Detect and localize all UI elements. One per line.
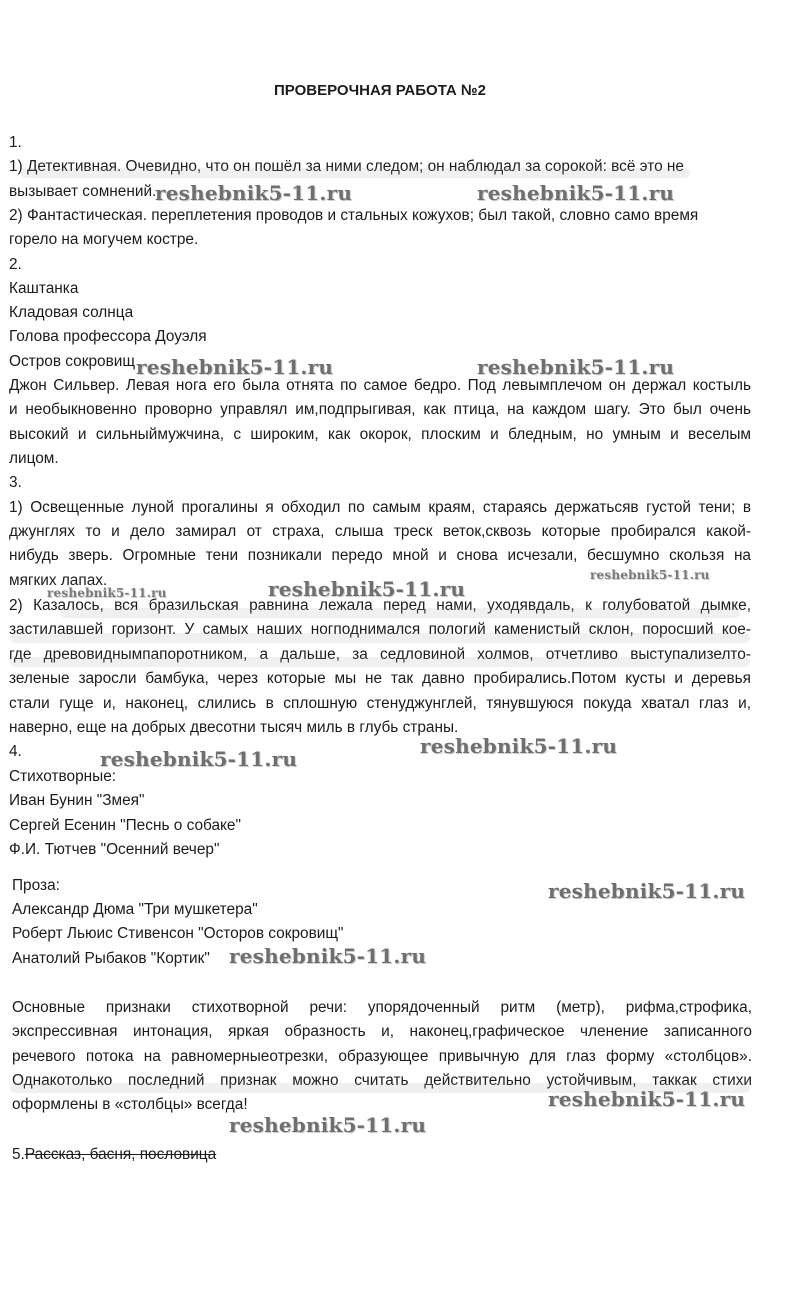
watermark: reshebnik5-11.ru: [477, 355, 675, 379]
section-1-number: 1.: [9, 134, 22, 151]
section-1-line-4: горело на могучем костре.: [9, 231, 199, 248]
poetry-item-3: Ф.И. Тютчев "Осенний вечер": [9, 841, 220, 858]
watermark: reshebnik5-11.ru: [47, 586, 167, 600]
watermark: reshebnik5-11.ru: [155, 181, 353, 205]
prose-heading: Проза:: [12, 877, 60, 894]
verse-features-line-1: Основные признаки стихотворной речи: упорядоченный ритм (метр), рифма,строфика,: [12, 999, 752, 1016]
watermark: reshebnik5-11.ru: [548, 1087, 746, 1111]
section-3-b-line-2: застилавшей горизонт. У самых наших ногподнимался пологий каменистый склон, поросший кое-: [9, 621, 751, 638]
section-2-para-line-4: лицом.: [9, 450, 59, 467]
verse-features-line-2: экспрессивная интонация, яркая образность и, наконец,графическое членение записанного: [12, 1023, 752, 1040]
watermark: reshebnik5-11.ru: [229, 944, 427, 968]
watermark: reshebnik5-11.ru: [136, 355, 334, 379]
watermark: reshebnik5-11.ru: [229, 1113, 427, 1137]
scan-smudge: [10, 633, 750, 643]
watermark: reshebnik5-11.ru: [420, 734, 618, 758]
section-3-a-line-2: джунглях то и дело замирал от страха, слыша треск веток,сквозь которые пробирался какой-: [9, 523, 751, 540]
section-3-b-line-6: наверно, еще на добрых двесотни тысяч миль в глубь страны.: [9, 719, 459, 736]
section-1-line-2: вызывает сомнений.: [9, 183, 157, 200]
scan-smudge: [60, 608, 740, 618]
watermark: reshebnik5-11.ru: [548, 879, 746, 903]
section-5-number: 5.: [12, 1146, 25, 1163]
verse-features-line-4: Однакотолько последний признак можно считать действительно устойчивым, таккак стихи: [12, 1072, 752, 1089]
section-3-number: 3.: [9, 474, 22, 491]
section-3-b-line-4: зеленые заросли бамбука, через которые мы не так давно пробирались.Потом кусты и деревья: [9, 670, 751, 687]
section-2-para-line-2: и необыкновенно проворно управлял им,подпрыгивая, как птица, на каждом шагу. Это был очень: [9, 401, 751, 418]
poetry-item-1: Иван Бунин "Змея": [9, 792, 145, 809]
section-5-text: Рассказ, басня, пословица: [24, 1146, 217, 1163]
watermark: reshebnik5-11.ru: [100, 747, 298, 771]
prose-item-3: Анатолий Рыбаков "Кортик": [12, 950, 210, 967]
scan-smudge: [10, 657, 750, 667]
scan-smudge: [20, 168, 690, 178]
section-2-para-line-3: высокий и сильныймужчина, с широким, как окорок, плоским и бледным, но умным и веселым: [9, 426, 751, 443]
section-2-para-line-1: Джон Сильвер. Левая нога его была отнята по самое бедро. Под левымплечом он держал костыль: [9, 377, 751, 394]
section-3-a-line-4: мягких лапах.: [9, 572, 108, 589]
verse-features-line-5: оформлены в «столбцы» всегда!: [12, 1096, 248, 1113]
book-title-1: Каштанка: [9, 280, 79, 297]
prose-item-1: Александр Дюма "Три мушкетера": [12, 901, 258, 918]
scan-smudge: [10, 1083, 750, 1093]
watermark: reshebnik5-11.ru: [477, 181, 675, 205]
page-title: ПРОВЕРОЧНАЯ РАБОТА №2: [274, 82, 486, 99]
section-3-b-line-5: стали гуще и, наконец, слились в сплошную стенуджунглей, тянувшуюся покуда хватал глаз и,: [9, 695, 751, 712]
section-3-b-line-3: где древовиднымпапоротником, а дальше, за седловиной холмов, отчетливо выступализелто-: [9, 646, 751, 663]
poetry-heading: Стихотворные:: [9, 768, 117, 785]
section-3-b-line-1: 2) Казалось, вся бразильская равнина лежала перед нами, уходявдаль, к голубоватой дымке,: [9, 597, 751, 614]
section-5: [12, 1145, 216, 1165]
section-3-a-line-1: 1) Освещенные луной прогалины я обходил по самым краям, стараясь держатьсяв густой тени; в: [9, 499, 751, 516]
book-title-2: Кладовая солнца: [9, 304, 134, 321]
verse-features-line-3: речевого потока на равномерныеотрезки, образующее привычную для глаз форму «столбцов».: [12, 1048, 752, 1065]
section-3-a-line-3: нибудь зверь. Огромные тени позникали передо мной и снова исчезали, бесшумно скользя на: [9, 547, 751, 564]
watermark: reshebnik5-11.ru: [590, 568, 710, 582]
watermark: reshebnik5-11.ru: [268, 577, 466, 601]
section-4-number: 4.: [9, 743, 22, 760]
prose-item-2: Роберт Льюис Стивенсон "Осторов сокровищ": [12, 925, 344, 942]
poetry-item-2: Сергей Есенин "Песнь о собаке": [9, 817, 241, 834]
book-title-3: Голова профессора Доуэля: [9, 328, 207, 345]
section-2-number: 2.: [9, 256, 22, 273]
book-title-4: Остров сокровищ: [9, 353, 136, 370]
section-1-line-1: 1) Детективная. Очевидно, что он пошёл за ними следом; он наблюдал за сорокой: всё это не: [9, 158, 684, 175]
section-1-line-3: 2) Фантастическая. переплетения проводов и стальных кожухов; был такой, словно само время: [9, 207, 699, 224]
